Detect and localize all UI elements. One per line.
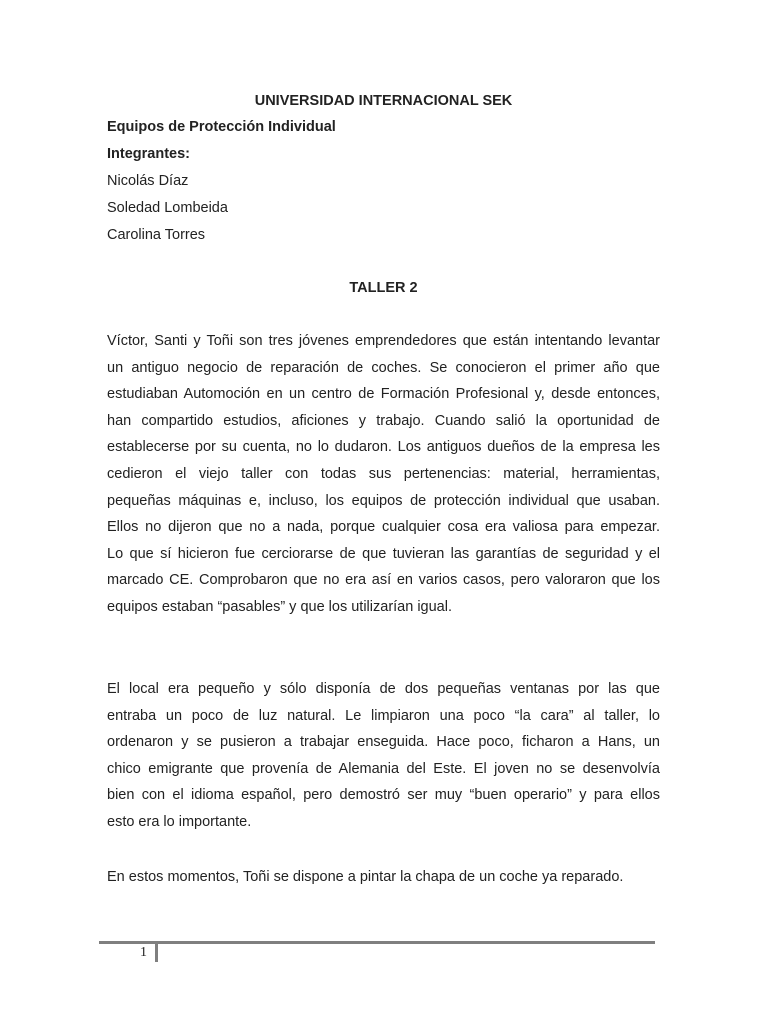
paragraph-line: establecerse por su cuenta, no lo dudaron. Los antiguos dueños de la empresa les [107, 439, 660, 456]
paragraph-1 [107, 328, 660, 621]
paragraph-line: bien con el idioma español, pero demostró ser muy “buen operario” y para ellos [107, 787, 660, 804]
university-title: UNIVERSIDAD INTERNACIONAL SEK [254, 93, 513, 109]
paragraph-line: estudiaban Automoción en un centro de Formación Profesional y, desde entonces, [107, 386, 660, 403]
members-label: Integrantes: [107, 146, 190, 162]
paragraph-3 [107, 864, 660, 891]
paragraph-line: equipos estaban “pasables” y que los utilizarían igual. [107, 598, 452, 615]
paragraph-line: Lo que sí hicieron fue cerciorarse de que tuvieran las garantías de seguridad y el [107, 545, 660, 562]
subject-heading: Equipos de Protección Individual [107, 119, 336, 135]
paragraph-line: entraba un poco de luz natural. Le limpiaron una poco “la cara” al taller, lo [107, 707, 660, 724]
paragraph-line: Víctor, Santi y Toñi son tres jóvenes emprendedores que están intentando levantar [107, 333, 660, 349]
paragraph-line: cedieron el viejo taller con todas sus pertenencias: material, herramientas, [107, 465, 660, 482]
paragraph-line: esto era lo importante. [107, 813, 252, 830]
paragraph-line: marcado CE. Comprobaron que no era así en varios casos, pero valoraron que los [107, 572, 660, 589]
member-name: Soledad Lombeida [107, 200, 228, 216]
page-number-divider [155, 944, 158, 962]
footer-rule [99, 941, 655, 944]
paragraph-line: han compartido estudios, aficiones y trabajo. Cuando salió la oportunidad de [107, 412, 660, 429]
paragraph-line: El local era pequeño y sólo disponía de dos pequeñas ventanas por las que [107, 681, 660, 697]
paragraph-line: En estos momentos, Toñi se dispone a pintar la chapa de un coche ya reparado. [107, 869, 624, 885]
paragraph-line: un antiguo negocio de reparación de coches. Se conocieron el primer año que [107, 359, 660, 376]
paragraph-line: ordenaron y se pusieron a trabajar enseguida. Hace poco, ficharon a Hans, un [107, 734, 660, 751]
paragraph-2 [107, 676, 660, 836]
page-number: 1 [140, 945, 147, 960]
section-title: TALLER 2 [349, 280, 418, 296]
paragraph-line: chico emigrante que provenía de Alemania del Este. El joven no se desenvolvía [107, 760, 660, 777]
member-name: Nicolás Díaz [107, 173, 189, 189]
paragraph-line: Ellos no dijeron que no a nada, porque cualquier cosa era valiosa para empezar. [107, 519, 660, 536]
member-name: Carolina Torres [107, 227, 206, 243]
paragraph-line: pequeñas máquinas e, incluso, los equipos de protección individual que usaban. [107, 492, 660, 509]
